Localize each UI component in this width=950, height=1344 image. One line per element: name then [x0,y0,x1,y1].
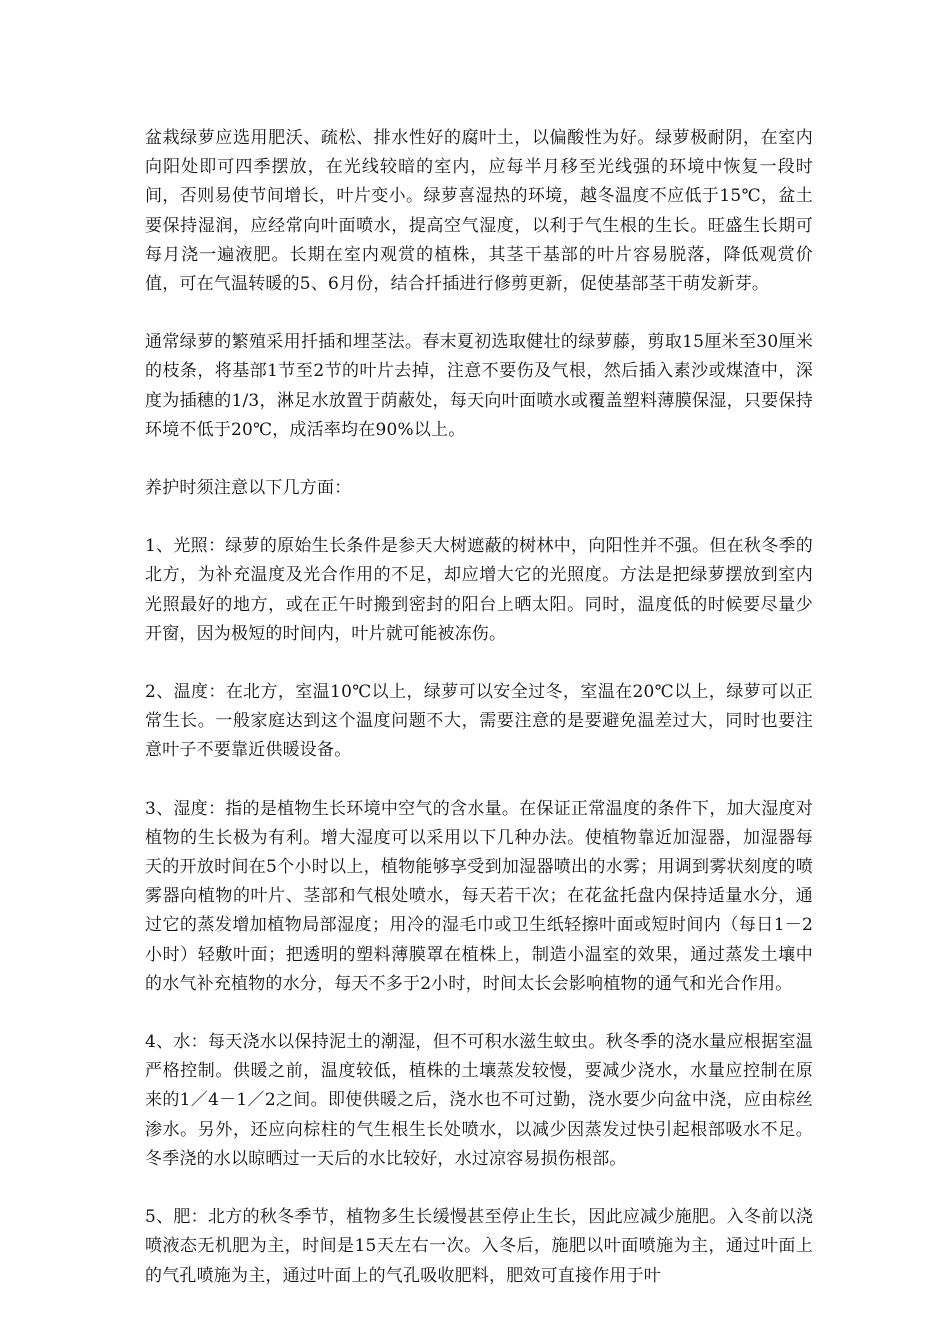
paragraph-light: 1、光照：绿萝的原始生长条件是参天大树遮蔽的树林中，向阳性并不强。但在秋冬季的北方，为补充温度及光合作用的不足，却应增大它的光照度。方法是把绿萝摆放到室内光照最好的地方，或在正午时搬到密封的阳台上晒太阳。同时，温度低的时候要尽量少开窗，因为极短的时间内，叶片就可能被冻伤。 [145,536,813,644]
paragraph-fertilizer: 5、肥：北方的秋冬季节，植物多生长缓慢甚至停止生长，因此应减少施肥。入冬前以浇喷液态无机肥为主，时间是15天左右一次。入冬后，施肥以叶面喷施为主，通过叶面上的气孔喷施为主，通过叶面上的气孔吸收肥料，肥效可直接作用于叶 [145,1207,813,1286]
paragraph-soil-care: 盆栽绿萝应选用肥沃、疏松、排水性好的腐叶土，以偏酸性为好。绿萝极耐阴，在室内向阳处即可四季摆放，在光线较暗的室内，应每半月移至光线强的环境中恢复一段时间，否则易使节间增长，叶片变小。绿萝喜湿热的环境，越冬温度不应低于15℃，盆土要保持湿润，应经常向叶面喷水，提高空气湿度，以利于气生根的生长。旺盛生长期可每月浇一遍液肥。长期在室内观赏的植株，其茎干基部的叶片容易脱落，降低观赏价值，可在气温转暖的5、6月份，结合扦插进行修剪更新，促使基部茎干萌发新芽。 [145,128,813,295]
paragraph-care-intro: 养护时须注意以下几方面： [145,478,352,499]
paragraph-temperature: 2、温度：在北方，室温10℃以上，绿萝可以安全过冬，室温在20℃以上，绿萝可以正常生长。一般家庭达到这个温度问题不大，需要注意的是要避免温差过大，同时也要注意叶子不要靠近供暖设备。 [145,682,813,761]
paragraph-propagation: 通常绿萝的繁殖采用扦插和埋茎法。春末夏初选取健壮的绿萝藤，剪取15厘米至30厘米的枝条，将基部1节至2节的叶片去掉，注意不要伤及气根，然后插入素沙或煤渣中，深度为插穗的1/3，淋足水放置于荫蔽处，每天向叶面喷水或覆盖塑料薄膜保湿，只要保持环境不低于20℃，成活率均在90%以上。 [145,332,813,440]
paragraph-humidity: 3、湿度：指的是植物生长环境中空气的含水量。在保证正常温度的条件下，加大湿度对植物的生长极为有利。增大湿度可以采用以下几种办法。使植物靠近加湿器，加湿器每天的开放时间在5个小时以上，植物能够享受到加湿器喷出的水雾；用调到雾状刻度的喷雾器向植物的叶片、茎部和气根处喷水，每天若干次；在花盆托盘内保持适量水分，通过它的蒸发增加植物局部湿度；用冷的湿毛巾或卫生纸轻擦叶面或短时间内（每日1－2小时）轻敷叶面；把透明的塑料薄膜罩在植株上，制造小温室的效果，通过蒸发土壤中的水气补充植物的水分，每天不多于2小时，时间太长会影响植物的通气和光合作用。 [145,798,813,994]
paragraph-water: 4、水：每天浇水以保持泥土的潮湿，但不可积水滋生蚊虫。秋冬季的浇水量应根据室温严格控制。供暖之前，温度较低，植株的土壤蒸发较慢，要减少浇水，水量应控制在原来的1／4－1／2之间。即使供暖之后，浇水也不可过勤，浇水要少向盆中浇，应由棕丝渗水。另外，还应向棕柱的气生根生长处喷水，以减少因蒸发过快引起根部吸水不足。冬季浇的水以晾晒过一天后的水比较好，水过凉容易损伤根部。 [145,1032,813,1169]
document-body [145,124,813,1320]
